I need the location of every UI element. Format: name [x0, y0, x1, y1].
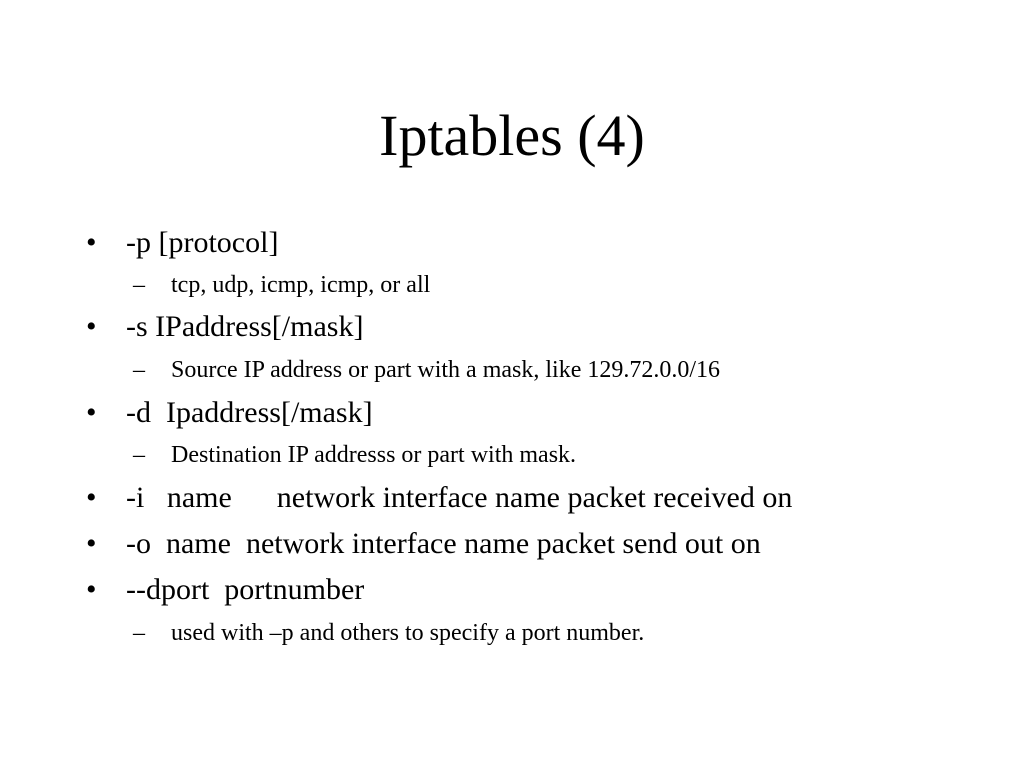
- list-item: [0, 225, 1024, 261]
- bullet-icon: •: [86, 396, 97, 429]
- dash-icon: –: [133, 357, 145, 383]
- bullet-text: -o name network interface name packet send out on: [126, 527, 761, 560]
- bullet-icon: •: [86, 481, 97, 514]
- list-item: [0, 572, 1024, 608]
- list-item: [0, 309, 1024, 345]
- bullet-icon: •: [86, 226, 97, 259]
- list-item: [0, 395, 1024, 431]
- sub-list-item: [0, 440, 1024, 470]
- slide-title: Iptables (4): [379, 103, 645, 168]
- list-item: [0, 526, 1024, 562]
- bullet-icon: •: [86, 573, 97, 606]
- bullet-icon: •: [86, 527, 97, 560]
- dash-icon: –: [133, 620, 145, 646]
- dash-icon: –: [133, 272, 145, 298]
- sub-bullet-text: Destination IP addresss or part with mask.: [171, 442, 577, 468]
- bullet-text: -i name network interface name packet received on: [126, 481, 793, 514]
- sub-bullet-text: tcp, udp, icmp, icmp, or all: [171, 272, 431, 298]
- bullet-text: -d Ipaddress[/mask]: [126, 396, 373, 429]
- list-item: [0, 480, 1024, 516]
- sub-list-item: [0, 355, 1024, 385]
- bullet-text: --dport portnumber: [126, 573, 365, 606]
- sub-list-item: [0, 270, 1024, 300]
- sub-bullet-text: used with –p and others to specify a port number.: [171, 620, 645, 646]
- sub-list-item: [0, 618, 1024, 648]
- bullet-text: -p [protocol]: [126, 226, 279, 259]
- bullet-icon: •: [86, 310, 97, 343]
- bullet-text: -s IPaddress[/mask]: [126, 310, 364, 343]
- sub-bullet-text: Source IP address or part with a mask, like 129.72.0.0/16: [171, 357, 721, 383]
- dash-icon: –: [133, 442, 145, 468]
